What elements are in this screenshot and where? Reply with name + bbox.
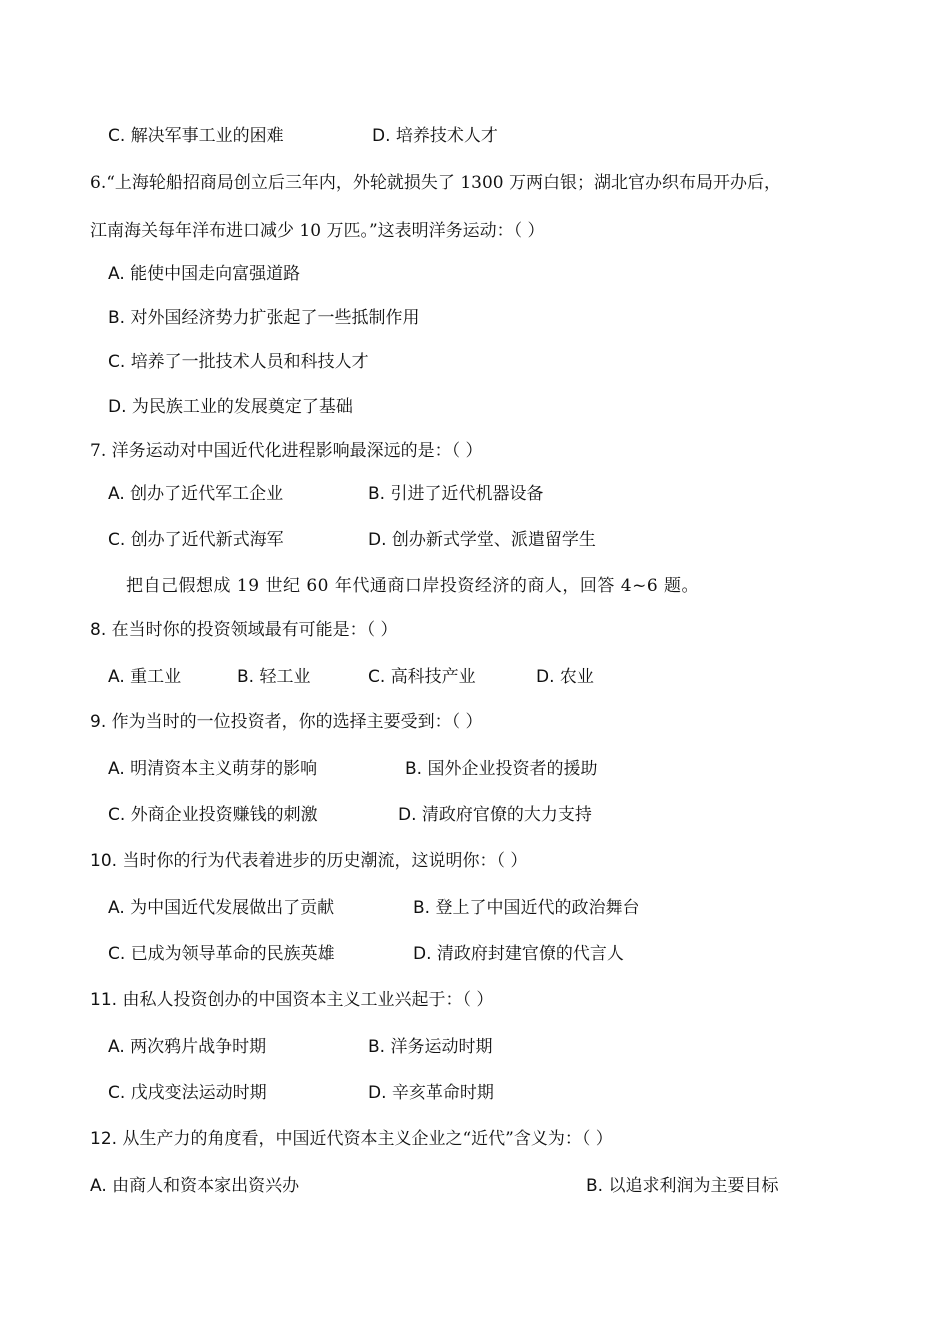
q7-stem: 7. 洋务运动对中国近代化进程影响最深远的是：（ ） bbox=[90, 441, 483, 461]
q10-stem: 10. 当时你的行为代表着进步的历史潮流，这说明你：（ ） bbox=[90, 851, 528, 871]
q7-option-c: C. 创办了近代新式海军 bbox=[108, 530, 284, 550]
q8-stem: 8. 在当时你的投资领域最有可能是：（ ） bbox=[90, 620, 398, 640]
q9-stem: 9. 作为当时的一位投资者，你的选择主要受到：（ ） bbox=[90, 712, 483, 732]
q9-option-b: B. 国外企业投资者的援助 bbox=[405, 759, 598, 779]
q6-option-a: A. 能使中国走向富强道路 bbox=[108, 264, 301, 284]
q10-option-a: A. 为中国近代发展做出了贡献 bbox=[108, 898, 335, 918]
q11-option-c: C. 戊戌变法运动时期 bbox=[108, 1083, 267, 1103]
q5-option-d: D. 培养技术人才 bbox=[372, 126, 498, 146]
q8-option-d: D. 农业 bbox=[536, 667, 594, 687]
q8-option-c: C. 高科技产业 bbox=[368, 667, 476, 687]
q6-option-b: B. 对外国经济势力扩张起了一些抵制作用 bbox=[108, 308, 420, 328]
q6-stem-line-1: 6.“上海轮船招商局创立后三年内，外轮就损失了 1300 万两白银；湖北官办织布局开办后， bbox=[90, 173, 781, 193]
q7-option-d: D. 创办新式学堂、派遣留学生 bbox=[368, 530, 596, 550]
q5-option-c: C. 解决军事工业的困难 bbox=[108, 126, 284, 146]
q6-option-c: C. 培养了一批技术人员和科技人才 bbox=[108, 352, 369, 372]
q6-option-d: D. 为民族工业的发展奠定了基础 bbox=[108, 397, 353, 417]
q9-option-c: C. 外商企业投资赚钱的刺激 bbox=[108, 805, 318, 825]
q12-option-a: A. 由商人和资本家出资兴办 bbox=[90, 1176, 300, 1196]
q9-option-a: A. 明清资本主义萌芽的影响 bbox=[108, 759, 318, 779]
q10-option-d: D. 清政府封建官僚的代言人 bbox=[413, 944, 624, 964]
q12-option-b: B. 以追求利润为主要目标 bbox=[586, 1176, 779, 1196]
q12-stem: 12. 从生产力的角度看，中国近代资本主义企业之“近代”含义为：（ ） bbox=[90, 1129, 613, 1149]
q11-option-d: D. 辛亥革命时期 bbox=[368, 1083, 494, 1103]
q9-option-d: D. 清政府官僚的大力支持 bbox=[398, 805, 592, 825]
q8-option-a: A. 重工业 bbox=[108, 667, 182, 687]
q10-option-c: C. 已成为领导革命的民族英雄 bbox=[108, 944, 335, 964]
q10-option-b: B. 登上了中国近代的政治舞台 bbox=[413, 898, 640, 918]
q8-option-b: B. 轻工业 bbox=[237, 667, 311, 687]
q7-option-b: B. 引进了近代机器设备 bbox=[368, 484, 544, 504]
q6-stem-line-2: 江南海关每年洋布进口减少 10 万匹。”这表明洋务运动：（ ） bbox=[90, 221, 545, 241]
q11-stem: 11. 由私人投资创办的中国资本主义工业兴起于：（ ） bbox=[90, 990, 494, 1010]
section-intro: 把自己假想成 19 世纪 60 年代通商口岸投资经济的商人，回答 4~6 题。 bbox=[126, 576, 700, 596]
q11-option-b: B. 洋务运动时期 bbox=[368, 1037, 493, 1057]
q11-option-a: A. 两次鸦片战争时期 bbox=[108, 1037, 267, 1057]
q7-option-a: A. 创办了近代军工企业 bbox=[108, 484, 284, 504]
